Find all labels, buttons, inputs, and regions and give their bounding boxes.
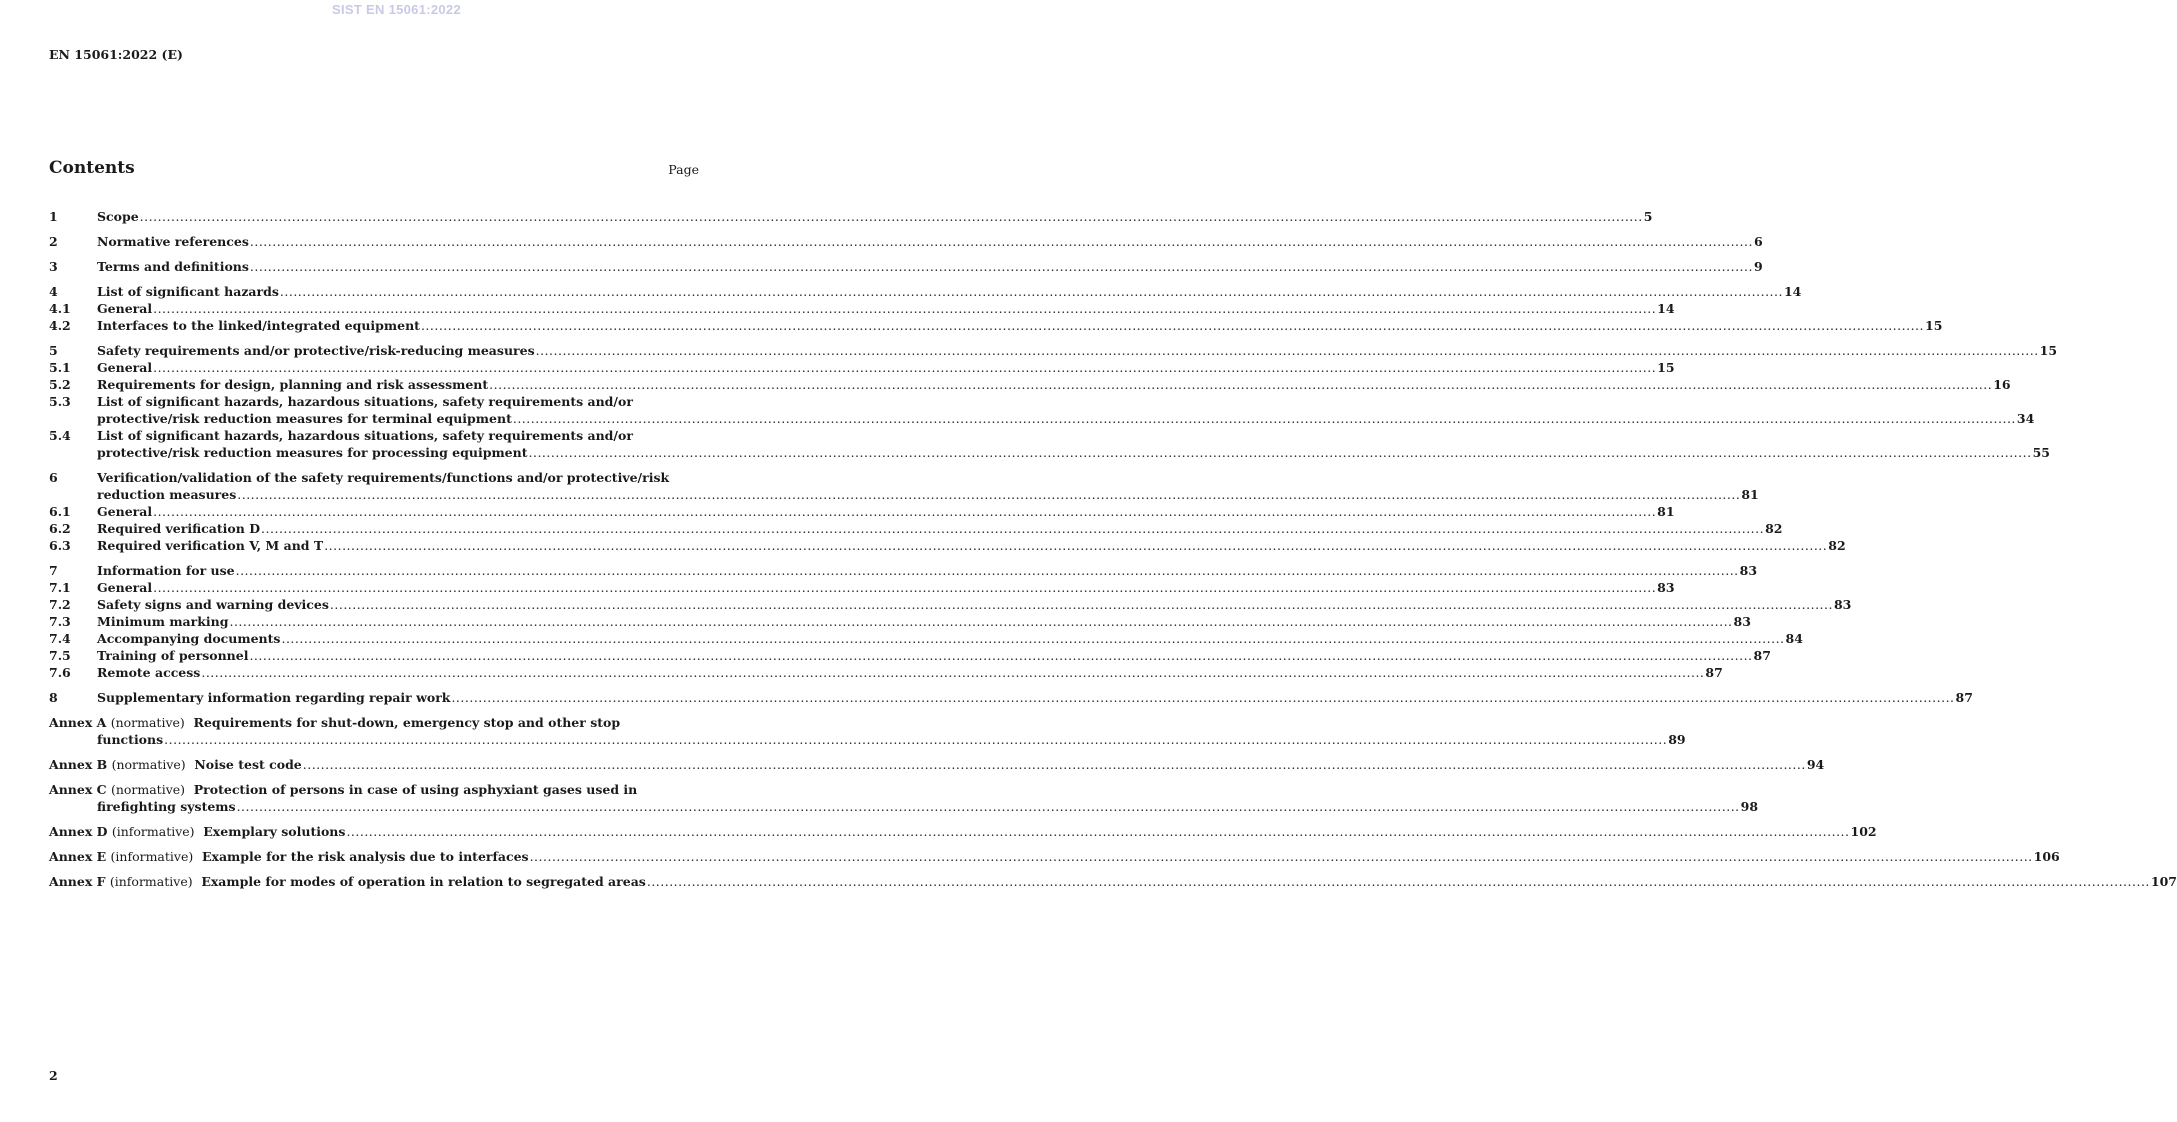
toc-entry-title[interactable] <box>97 579 1675 596</box>
annex-entry-title[interactable] <box>49 781 1758 815</box>
toc-entry-page: 84 <box>1785 631 1803 646</box>
toc-entry[interactable] <box>49 342 2058 359</box>
annex-entry[interactable] <box>49 781 1759 815</box>
annex-entry[interactable] <box>49 873 2177 890</box>
toc-entry[interactable] <box>49 258 1763 275</box>
toc-entry-title[interactable] <box>97 233 1763 250</box>
toc-entry-text: Required verification V, M and T <box>97 538 324 553</box>
dot-leader <box>250 233 1753 250</box>
annex-label: Annex B <box>49 757 108 772</box>
toc-entry[interactable] <box>49 562 1758 579</box>
annex-entry-text: Noise test code <box>194 757 302 772</box>
toc-entry-line <box>97 630 1803 647</box>
annex-entry[interactable] <box>49 756 1825 773</box>
toc-entry-line <box>97 342 2057 359</box>
table-of-contents <box>49 200 2177 890</box>
toc-entry-page: 6 <box>1753 234 1763 249</box>
toc-entry[interactable] <box>49 233 1763 250</box>
toc-entry-number: 7.3 <box>49 614 71 629</box>
dot-leader <box>153 579 1656 596</box>
annex-entry-text: Exemplary solutions <box>203 824 346 839</box>
toc-entry[interactable] <box>49 359 1675 376</box>
annex-entry[interactable] <box>49 714 1686 748</box>
toc-entry-number: 5.1 <box>49 360 71 375</box>
dot-leader <box>451 689 1954 706</box>
annex-entry-page: 94 <box>1806 757 1825 772</box>
annex-entry-page: 89 <box>1668 732 1686 747</box>
toc-entry-number: 6.2 <box>49 521 71 536</box>
toc-entry[interactable] <box>49 664 1723 681</box>
toc-entry[interactable] <box>49 469 1759 503</box>
annex-type: (normative) <box>110 782 186 797</box>
watermark: SIST EN 15061:2022 <box>332 2 461 17</box>
toc-entry-page: 15 <box>2039 343 2058 358</box>
annex-entry-title[interactable] <box>49 848 2060 865</box>
toc-entry-number: 1 <box>49 209 58 224</box>
toc-entry-number: 4.2 <box>49 318 71 333</box>
toc-entry-number: 2 <box>49 234 58 249</box>
annex-entry-text: Requirements for shut-down, emergency stop and other stop <box>193 715 621 730</box>
toc-entry-line <box>97 579 1675 596</box>
toc-entry-line <box>97 410 2034 427</box>
toc-entry-number: 7.1 <box>49 580 71 595</box>
toc-entry[interactable] <box>49 579 1675 596</box>
toc-entry-number: 7 <box>49 563 58 578</box>
toc-entry-line <box>97 359 1675 376</box>
toc-entry-text: General <box>97 580 153 595</box>
annex-type: (informative) <box>109 874 193 889</box>
toc-entry-title[interactable] <box>97 208 1652 225</box>
toc-entry-title[interactable] <box>97 664 1723 681</box>
toc-entry-page: 83 <box>1733 614 1751 629</box>
toc-entry-text: List of significant hazards, hazardous situations, safety requirements and/or <box>97 428 633 443</box>
toc-entry-text: protective/risk reduction measures for processing equipment <box>97 445 528 460</box>
toc-entry-page: 5 <box>1643 209 1653 224</box>
toc-entry-number: 4.1 <box>49 301 71 316</box>
toc-entry-text: Requirements for design, planning and risk assessment <box>97 377 489 392</box>
toc-entry-text: Required verification D <box>97 521 261 536</box>
toc-entry-title[interactable] <box>97 300 1675 317</box>
annex-entry[interactable] <box>49 848 2060 865</box>
toc-entry-title[interactable] <box>97 596 1851 613</box>
toc-entry-line <box>97 562 1757 579</box>
annex-entry-line <box>49 781 1758 798</box>
toc-entry-line <box>97 613 1751 630</box>
toc-entry-text: General <box>97 301 153 316</box>
toc-entry[interactable] <box>49 520 1783 537</box>
toc-entry[interactable] <box>49 376 2011 393</box>
toc-entry-title[interactable] <box>97 537 1846 554</box>
annex-type: (informative) <box>110 849 194 864</box>
dot-leader <box>237 798 1740 815</box>
toc-entry-title[interactable] <box>97 342 2057 359</box>
toc-entry-line <box>97 233 1763 250</box>
annex-entry-line <box>49 714 1686 731</box>
dot-leader <box>530 848 2033 865</box>
toc-entry-title[interactable] <box>97 393 2034 427</box>
toc-entry[interactable] <box>49 537 1846 554</box>
toc-entry-text: Remote access <box>97 665 201 680</box>
toc-entry-line <box>97 647 1771 664</box>
dot-leader <box>164 731 1667 748</box>
toc-entry-text: Information for use <box>97 563 235 578</box>
annex-entry-page: 102 <box>1850 824 1877 839</box>
toc-entry-number: 5 <box>49 343 58 358</box>
dot-leader <box>153 503 1656 520</box>
toc-entry-page: 82 <box>1828 538 1846 553</box>
page-column-label: Page <box>668 162 699 177</box>
toc-entry-number: 6.1 <box>49 504 71 519</box>
toc-entry-text: Interfaces to the linked/integrated equipment <box>97 318 420 333</box>
toc-entry-line <box>97 208 1652 225</box>
toc-entry-text: Training of personnel <box>97 648 249 663</box>
dot-leader <box>237 486 1740 503</box>
toc-entry-page: 34 <box>2016 411 2035 426</box>
annex-entry-page: 98 <box>1740 799 1759 814</box>
toc-entry-title[interactable] <box>97 427 2050 461</box>
toc-entry-page: 83 <box>1739 563 1758 578</box>
toc-entry[interactable] <box>49 596 1852 613</box>
annex-type: (normative) <box>111 757 186 772</box>
toc-entry-text: Verification/validation of the safety requirements/functions and/or protective/risk <box>97 470 670 485</box>
dot-leader <box>489 376 1992 393</box>
dot-leader <box>201 664 1704 681</box>
toc-entry[interactable] <box>49 689 1973 706</box>
dot-leader <box>330 596 1833 613</box>
dot-leader <box>153 359 1656 376</box>
toc-entry-page: 14 <box>1783 284 1802 299</box>
toc-entry[interactable] <box>49 393 2035 427</box>
toc-entry[interactable] <box>49 283 1802 300</box>
toc-entry-line <box>97 664 1723 681</box>
dot-leader <box>249 647 1752 664</box>
toc-entry-line <box>97 444 2050 461</box>
dot-leader <box>529 444 2032 461</box>
annex-entry-line <box>49 873 2177 890</box>
toc-entry-line <box>97 317 1942 334</box>
toc-entry-text: Safety signs and warning devices <box>97 597 329 612</box>
annex-entry-title[interactable] <box>49 823 1877 840</box>
annex-entry-line <box>49 823 1877 840</box>
toc-entry-title[interactable] <box>97 359 1675 376</box>
dot-leader <box>281 630 1784 647</box>
toc-entry[interactable] <box>49 613 1751 630</box>
toc-entry-line <box>97 486 1759 503</box>
toc-entry-number: 6.3 <box>49 538 71 553</box>
toc-entry-page: 15 <box>1925 318 1943 333</box>
toc-entry-number: 5.4 <box>49 428 71 443</box>
toc-entry-title[interactable] <box>97 258 1763 275</box>
dot-leader <box>513 410 2016 427</box>
toc-entry-number: 4 <box>49 284 58 299</box>
document-id-header: EN 15061:2022 (E) <box>49 47 183 62</box>
toc-entry-line <box>97 427 2050 444</box>
toc-entry-title[interactable] <box>97 647 1771 664</box>
annex-entry[interactable] <box>49 823 1877 840</box>
toc-entry-line <box>97 596 1851 613</box>
dot-leader <box>153 300 1656 317</box>
toc-entry-text: protective/risk reduction measures for terminal equipment <box>97 411 512 426</box>
toc-entry-title[interactable] <box>97 613 1751 630</box>
annex-entry-text: Protection of persons in case of using asphyxiant gases used in <box>193 782 638 797</box>
annex-type: (informative) <box>111 824 195 839</box>
toc-entry-number: 7.6 <box>49 665 71 680</box>
dot-leader <box>229 613 1732 630</box>
toc-entry-line <box>97 283 1801 300</box>
annex-entry-text: functions <box>97 732 164 747</box>
toc-entry-text: Safety requirements and/or protective/risk-reducing measures <box>97 343 535 358</box>
toc-entry-page: 15 <box>1657 360 1675 375</box>
dot-leader <box>261 520 1764 537</box>
dot-leader <box>536 342 2039 359</box>
toc-entry[interactable] <box>49 300 1675 317</box>
toc-entry-page: 16 <box>1993 377 2011 392</box>
annex-entry-title[interactable] <box>49 714 1686 748</box>
toc-entry-title[interactable] <box>97 689 1973 706</box>
toc-entry-page: 87 <box>1705 665 1723 680</box>
annex-entry-page: 106 <box>2033 849 2060 864</box>
toc-entry-line <box>97 393 2034 410</box>
dot-leader <box>346 823 1849 840</box>
toc-entry[interactable] <box>49 208 1653 225</box>
toc-entry-line <box>97 300 1675 317</box>
toc-entry-line <box>97 376 2011 393</box>
toc-entry-text: Normative references <box>97 234 249 249</box>
dot-leader <box>280 283 1783 300</box>
contents-title: Contents <box>49 158 135 178</box>
page-number: 2 <box>49 1068 58 1083</box>
toc-entry-text: Scope <box>97 209 139 224</box>
toc-entry-number: 7.4 <box>49 631 71 646</box>
toc-entry-text: List of significant hazards <box>97 284 279 299</box>
dot-leader <box>303 756 1806 773</box>
toc-entry-number: 5.2 <box>49 377 71 392</box>
toc-entry-number: 5.3 <box>49 394 71 409</box>
dot-leader <box>421 317 1924 334</box>
toc-entry-number: 7.2 <box>49 597 71 612</box>
toc-entry-title[interactable] <box>97 376 2011 393</box>
toc-entry-page: 9 <box>1753 259 1763 274</box>
toc-entry-title[interactable] <box>97 283 1801 300</box>
dot-leader <box>250 258 1753 275</box>
toc-entry-page: 81 <box>1657 504 1675 519</box>
toc-entry-title[interactable] <box>97 520 1783 537</box>
annex-entry-text: Example for modes of operation in relation to segregated areas <box>201 874 646 889</box>
dot-leader <box>647 873 2150 890</box>
toc-entry-text: General <box>97 504 153 519</box>
toc-entry-line <box>97 258 1763 275</box>
toc-entry-text: reduction measures <box>97 487 237 502</box>
toc-entry[interactable] <box>49 317 1943 334</box>
toc-entry-line <box>97 503 1675 520</box>
toc-entry-line <box>97 537 1846 554</box>
toc-entry-line <box>97 689 1973 706</box>
annex-entry-text: Example for the risk analysis due to interfaces <box>201 849 529 864</box>
annex-label: Annex C <box>49 782 107 797</box>
annex-entry-line <box>49 848 2060 865</box>
toc-entry-line <box>97 520 1783 537</box>
annex-entry-title[interactable] <box>49 873 2177 890</box>
toc-entry-number: 3 <box>49 259 58 274</box>
toc-entry-number: 8 <box>49 690 58 705</box>
toc-entry-page: 14 <box>1657 301 1675 316</box>
toc-entry-title[interactable] <box>97 562 1757 579</box>
toc-entry-text: Accompanying documents <box>97 631 281 646</box>
toc-entry[interactable] <box>49 503 1675 520</box>
annex-entry-line <box>49 756 1824 773</box>
toc-entry-title[interactable] <box>97 503 1675 520</box>
annex-type: (normative) <box>110 715 185 730</box>
toc-entry-text: Terms and definitions <box>97 259 249 274</box>
toc-entry-page: 82 <box>1765 521 1783 536</box>
toc-entry-page: 87 <box>1955 690 1973 705</box>
toc-entry-line <box>97 469 1759 486</box>
toc-entry-page: 81 <box>1741 487 1759 502</box>
annex-entry-page: 107 <box>2150 874 2177 889</box>
toc-entry-number: 7.5 <box>49 648 71 663</box>
annex-label: Annex A <box>49 715 107 730</box>
toc-entry-title[interactable] <box>97 469 1759 503</box>
annex-entry-line <box>49 731 1686 748</box>
toc-entry-title[interactable] <box>97 630 1803 647</box>
toc-entry[interactable] <box>49 630 1803 647</box>
dot-leader <box>140 208 1643 225</box>
annex-entry-title[interactable] <box>49 756 1824 773</box>
toc-entry-text: Supplementary information regarding repair work <box>97 690 451 705</box>
toc-entry-text: List of significant hazards, hazardous situations, safety requirements and/or <box>97 394 633 409</box>
toc-entry-page: 83 <box>1833 597 1852 612</box>
toc-entry-page: 55 <box>2032 445 2050 460</box>
annex-label: Annex D <box>49 824 108 839</box>
toc-entry-number: 6 <box>49 470 58 485</box>
toc-entry[interactable] <box>49 647 1771 664</box>
toc-entry-text: Minimum marking <box>97 614 229 629</box>
toc-entry-title[interactable] <box>97 317 1942 334</box>
annex-label: Annex E <box>49 849 107 864</box>
dot-leader <box>324 537 1827 554</box>
toc-entry-page: 83 <box>1657 580 1675 595</box>
annex-label: Annex F <box>49 874 106 889</box>
annex-entry-text: firefighting systems <box>97 799 236 814</box>
dot-leader <box>236 562 1739 579</box>
annex-entry-line <box>49 798 1758 815</box>
toc-entry[interactable] <box>49 427 2050 461</box>
toc-entry-page: 87 <box>1753 648 1771 663</box>
toc-entry-text: General <box>97 360 153 375</box>
